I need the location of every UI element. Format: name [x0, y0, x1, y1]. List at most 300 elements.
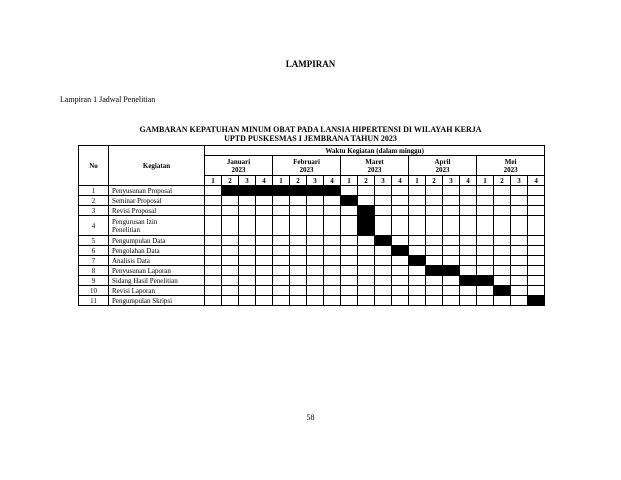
row-number: 2: [79, 196, 109, 206]
header-week: 2: [358, 176, 375, 186]
header-month: [205, 156, 273, 176]
header-month: [477, 156, 545, 176]
row-number: 7: [79, 256, 109, 266]
schedule-cell: [290, 296, 307, 306]
schedule-cell-filled: [460, 276, 477, 286]
header-week: 1: [409, 176, 426, 186]
schedule-cell: [426, 286, 443, 296]
schedule-cell: [256, 206, 273, 216]
schedule-cell: [307, 196, 324, 206]
schedule-cell: [528, 286, 545, 296]
schedule-cell: [307, 286, 324, 296]
header-week: 4: [528, 176, 545, 186]
schedule-cell: [375, 276, 392, 286]
schedule-cell: [324, 286, 341, 296]
schedule-cell: [273, 246, 290, 256]
schedule-cell: [205, 236, 222, 246]
schedule-cell: [222, 236, 239, 246]
schedule-cell: [426, 276, 443, 286]
schedule-cell: [375, 186, 392, 196]
schedule-cell: [307, 246, 324, 256]
schedule-cell: [460, 216, 477, 236]
schedule-cell: [341, 246, 358, 256]
schedule-cell: [409, 206, 426, 216]
schedule-cell: [494, 236, 511, 246]
schedule-cell: [239, 296, 256, 306]
schedule-cell-filled: [273, 186, 290, 196]
row-number: 3: [79, 206, 109, 216]
table-title: [0, 125, 621, 143]
schedule-cell: [443, 296, 460, 306]
schedule-cell: [494, 246, 511, 256]
month-year: 2023: [231, 165, 246, 174]
month-name: Mei: [504, 157, 517, 166]
schedule-cell: [443, 216, 460, 236]
schedule-cell: [443, 246, 460, 256]
schedule-cell: [205, 276, 222, 286]
schedule-cell: [528, 246, 545, 256]
schedule-cell: [256, 216, 273, 236]
schedule-cell: [358, 246, 375, 256]
schedule-cell: [392, 266, 409, 276]
schedule-cell: [528, 266, 545, 276]
schedule-cell: [477, 196, 494, 206]
header-month: [273, 156, 341, 176]
header-week: 3: [375, 176, 392, 186]
schedule-cell-filled: [426, 266, 443, 276]
table-title-line-1: GAMBARAN KEPATUHAN MINUM OBAT PADA LANSIA HIPERTENSI DI WILAYAH KERJA: [139, 125, 482, 134]
schedule-cell: [239, 276, 256, 286]
row-number: 4: [79, 216, 109, 236]
schedule-cell: [494, 296, 511, 306]
schedule-cell: [528, 236, 545, 246]
schedule-cell: [307, 206, 324, 216]
schedule-cell: [460, 286, 477, 296]
schedule-cell: [256, 296, 273, 306]
table-row: [79, 206, 545, 216]
schedule-cell: [392, 296, 409, 306]
schedule-cell: [239, 236, 256, 246]
schedule-cell: [239, 266, 256, 276]
schedule-cell: [290, 276, 307, 286]
row-activity: Pengumpulan Skripsi: [109, 296, 205, 306]
schedule-cell: [494, 186, 511, 196]
schedule-cell: [341, 236, 358, 246]
table-row: [79, 216, 545, 236]
month-name: April: [434, 157, 451, 166]
month-name: Januari: [226, 157, 251, 166]
schedule-cell: [239, 206, 256, 216]
schedule-cell: [205, 296, 222, 306]
schedule-cell: [290, 256, 307, 266]
table-row: [79, 186, 545, 196]
schedule-cell: [307, 296, 324, 306]
schedule-cell: [392, 206, 409, 216]
schedule-cell-filled: [307, 186, 324, 196]
row-number: 6: [79, 246, 109, 256]
schedule-cell: [239, 246, 256, 256]
schedule-cell: [341, 296, 358, 306]
schedule-cell: [341, 216, 358, 236]
header-week: 2: [222, 176, 239, 186]
header-week: 2: [494, 176, 511, 186]
month-name: Maret: [365, 157, 384, 166]
schedule-cell: [341, 206, 358, 216]
schedule-cell: [494, 256, 511, 266]
schedule-cell: [511, 246, 528, 256]
schedule-cell: [409, 286, 426, 296]
header-week: 3: [307, 176, 324, 186]
schedule-cell: [307, 236, 324, 246]
schedule-cell: [443, 256, 460, 266]
schedule-cell: [256, 246, 273, 256]
schedule-cell: [307, 216, 324, 236]
row-number: 1: [79, 186, 109, 196]
schedule-cell: [205, 186, 222, 196]
month-name: Februari: [293, 157, 320, 166]
schedule-cell: [426, 206, 443, 216]
schedule-cell: [239, 286, 256, 296]
table-row: [79, 196, 545, 206]
header-week: 4: [460, 176, 477, 186]
schedule-cell: [222, 286, 239, 296]
schedule-cell: [239, 216, 256, 236]
schedule-cell: [494, 206, 511, 216]
row-activity: Analisis Data: [109, 256, 205, 266]
schedule-cell: [307, 256, 324, 266]
schedule-cell: [375, 256, 392, 266]
schedule-cell: [426, 216, 443, 236]
header-week: 3: [443, 176, 460, 186]
schedule-cell: [460, 256, 477, 266]
schedule-cell: [324, 256, 341, 266]
schedule-cell: [222, 256, 239, 266]
schedule-cell: [222, 246, 239, 256]
schedule-cell: [460, 196, 477, 206]
schedule-cell: [358, 186, 375, 196]
row-number: 5: [79, 236, 109, 246]
table-row: [79, 266, 545, 276]
schedule-cell: [324, 266, 341, 276]
schedule-cell: [205, 196, 222, 206]
schedule-cell: [358, 296, 375, 306]
schedule-cell: [528, 216, 545, 236]
schedule-cell: [511, 276, 528, 286]
schedule-cell: [256, 236, 273, 246]
row-number: 10: [79, 286, 109, 296]
schedule-cell: [511, 196, 528, 206]
table-row: [79, 286, 545, 296]
schedule-cell-filled: [341, 196, 358, 206]
schedule-cell-filled: [239, 186, 256, 196]
schedule-cell: [205, 266, 222, 276]
month-year: 2023: [435, 165, 450, 174]
row-activity: Revisi Proposal: [109, 206, 205, 216]
schedule-cell: [324, 246, 341, 256]
schedule-cell: [324, 196, 341, 206]
schedule-cell: [375, 196, 392, 206]
schedule-cell: [273, 216, 290, 236]
row-activity-line: Pengurusan Izin: [112, 217, 158, 226]
schedule-cell: [477, 256, 494, 266]
schedule-cell-filled: [443, 266, 460, 276]
row-number: 9: [79, 276, 109, 286]
schedule-cell: [528, 186, 545, 196]
schedule-cell: [392, 286, 409, 296]
schedule-cell: [528, 196, 545, 206]
schedule-cell: [222, 196, 239, 206]
schedule-cell: [528, 206, 545, 216]
schedule-cell: [443, 276, 460, 286]
schedule-cell: [273, 256, 290, 266]
schedule-cell: [443, 186, 460, 196]
page-heading: LAMPIRAN: [285, 59, 336, 69]
schedule-cell: [477, 296, 494, 306]
header-week: 3: [511, 176, 528, 186]
header-week: 2: [426, 176, 443, 186]
schedule-cell: [307, 276, 324, 286]
schedule-cell: [409, 266, 426, 276]
schedule-cell: [307, 266, 324, 276]
schedule-cell: [511, 286, 528, 296]
schedule-cell: [222, 276, 239, 286]
schedule-cell: [358, 196, 375, 206]
schedule-cell: [392, 216, 409, 236]
row-number: 11: [79, 296, 109, 306]
schedule-cell: [205, 206, 222, 216]
schedule-cell: [443, 196, 460, 206]
header-no: No: [79, 146, 109, 186]
row-activity: Penyusunan Laporan: [109, 266, 205, 276]
header-period: Waktu Kegiatan (dalam minggu): [205, 146, 545, 156]
schedule-cell: [341, 276, 358, 286]
schedule-cell: [222, 206, 239, 216]
schedule-cell: [324, 206, 341, 216]
schedule-cell: [341, 256, 358, 266]
schedule-cell: [239, 256, 256, 266]
schedule-cell: [426, 296, 443, 306]
schedule-cell: [341, 286, 358, 296]
schedule-cell: [358, 266, 375, 276]
header-month: [409, 156, 477, 176]
schedule-cell: [375, 286, 392, 296]
schedule-cell: [290, 216, 307, 236]
schedule-cell: [375, 296, 392, 306]
schedule-table: [78, 145, 545, 306]
header-week: 2: [290, 176, 307, 186]
schedule-cell: [477, 286, 494, 296]
schedule-cell: [426, 256, 443, 266]
schedule-cell: [273, 286, 290, 296]
schedule-cell: [460, 206, 477, 216]
schedule-cell: [256, 286, 273, 296]
schedule-cell: [324, 276, 341, 286]
schedule-cell: [477, 236, 494, 246]
schedule-cell-filled: [358, 206, 375, 216]
schedule-cell-filled: [290, 186, 307, 196]
schedule-cell: [460, 266, 477, 276]
schedule-cell: [290, 196, 307, 206]
schedule-cell: [290, 206, 307, 216]
schedule-cell: [273, 206, 290, 216]
schedule-cell: [222, 296, 239, 306]
schedule-cell: [290, 266, 307, 276]
schedule-cell: [358, 256, 375, 266]
schedule-cell: [460, 186, 477, 196]
schedule-cell-filled: [256, 186, 273, 196]
schedule-cell: [358, 276, 375, 286]
schedule-cell: [409, 246, 426, 256]
schedule-cell: [273, 276, 290, 286]
table-row: [79, 256, 545, 266]
schedule-cell: [511, 256, 528, 266]
schedule-cell: [511, 186, 528, 196]
schedule-cell: [477, 246, 494, 256]
schedule-cell: [511, 296, 528, 306]
header-activity: Kegiatan: [109, 146, 205, 186]
schedule-cell: [477, 186, 494, 196]
schedule-cell: [375, 266, 392, 276]
schedule-cell: [205, 246, 222, 256]
schedule-cell: [494, 276, 511, 286]
table-title-line-2: UPTD PUSKESMAS I JEMBRANA TAHUN 2023: [224, 134, 397, 143]
table-row: [79, 296, 545, 306]
schedule-cell: [409, 196, 426, 206]
schedule-cell: [205, 256, 222, 266]
month-year: 2023: [367, 165, 382, 174]
schedule-cell: [443, 206, 460, 216]
row-activity: Penyusunan Proposal: [109, 186, 205, 196]
month-year: 2023: [503, 165, 518, 174]
schedule-cell: [443, 286, 460, 296]
schedule-cell: [392, 236, 409, 246]
schedule-cell: [409, 236, 426, 246]
appendix-label: Lampiran 1 Jadwal Penelitian: [60, 95, 156, 104]
schedule-cell: [375, 246, 392, 256]
row-activity: [109, 216, 205, 236]
schedule-cell: [494, 196, 511, 206]
schedule-cell-filled: [358, 216, 375, 236]
schedule-cell-filled: [477, 276, 494, 286]
schedule-cell: [392, 196, 409, 206]
schedule-cell: [528, 276, 545, 286]
row-activity-line: Penelitian: [112, 225, 140, 234]
row-activity: Revisi Laporan: [109, 286, 205, 296]
header-week: 1: [477, 176, 494, 186]
schedule-cell: [409, 296, 426, 306]
table-row: [79, 236, 545, 246]
schedule-cell: [511, 206, 528, 216]
schedule-cell: [528, 256, 545, 266]
schedule-cell: [460, 236, 477, 246]
schedule-cell: [375, 206, 392, 216]
row-activity: Pengumpulan Data: [109, 236, 205, 246]
schedule-cell: [477, 206, 494, 216]
schedule-cell: [409, 276, 426, 286]
month-year: 2023: [299, 165, 314, 174]
schedule-cell: [426, 246, 443, 256]
schedule-cell: [273, 236, 290, 246]
schedule-cell: [494, 216, 511, 236]
schedule-cell: [341, 266, 358, 276]
schedule-cell: [375, 216, 392, 236]
schedule-cell: [392, 276, 409, 286]
row-activity: Pengolahan Data: [109, 246, 205, 256]
schedule-cell-filled: [222, 186, 239, 196]
schedule-cell: [273, 296, 290, 306]
schedule-cell: [358, 236, 375, 246]
schedule-cell: [477, 216, 494, 236]
schedule-cell: [290, 286, 307, 296]
schedule-cell-filled: [392, 246, 409, 256]
schedule-cell: [290, 236, 307, 246]
schedule-cell: [460, 296, 477, 306]
schedule-cell: [494, 266, 511, 276]
row-activity: Seminar Proposal: [109, 196, 205, 206]
schedule-cell: [273, 266, 290, 276]
schedule-cell: [511, 236, 528, 246]
schedule-cell: [426, 236, 443, 246]
schedule-cell: [443, 236, 460, 246]
table-row: [79, 246, 545, 256]
schedule-cell: [273, 196, 290, 206]
schedule-cell: [256, 276, 273, 286]
table-row: [79, 276, 545, 286]
schedule-cell: [392, 256, 409, 266]
schedule-cell: [426, 196, 443, 206]
schedule-cell: [392, 186, 409, 196]
schedule-cell: [205, 286, 222, 296]
schedule-cell: [341, 186, 358, 196]
header-week: 4: [256, 176, 273, 186]
schedule-cell: [409, 186, 426, 196]
schedule-cell-filled: [528, 296, 545, 306]
schedule-cell: [324, 296, 341, 306]
schedule-cell: [256, 196, 273, 206]
schedule-cell: [511, 266, 528, 276]
header-week: 4: [392, 176, 409, 186]
header-week: 4: [324, 176, 341, 186]
schedule-cell: [256, 266, 273, 276]
header-week: 3: [239, 176, 256, 186]
schedule-cell: [290, 246, 307, 256]
schedule-cell: [239, 196, 256, 206]
schedule-cell: [409, 216, 426, 236]
header-week: 1: [273, 176, 290, 186]
header-month: [341, 156, 409, 176]
schedule-cell: [358, 286, 375, 296]
page-number: 58: [306, 413, 315, 422]
schedule-cell: [426, 186, 443, 196]
schedule-cell-filled: [409, 256, 426, 266]
schedule-cell-filled: [324, 186, 341, 196]
schedule-cell: [256, 256, 273, 266]
schedule-cell: [205, 216, 222, 236]
schedule-cell-filled: [375, 236, 392, 246]
schedule-cell: [460, 246, 477, 256]
row-number: 8: [79, 266, 109, 276]
row-activity: Sidang Hasil Penelitian: [109, 276, 205, 286]
schedule-cell: [222, 266, 239, 276]
schedule-cell-filled: [494, 286, 511, 296]
schedule-cell: [324, 236, 341, 246]
schedule-cell: [511, 216, 528, 236]
header-week: 1: [341, 176, 358, 186]
header-week: 1: [205, 176, 222, 186]
schedule-cell: [222, 216, 239, 236]
schedule-cell: [477, 266, 494, 276]
schedule-cell: [324, 216, 341, 236]
